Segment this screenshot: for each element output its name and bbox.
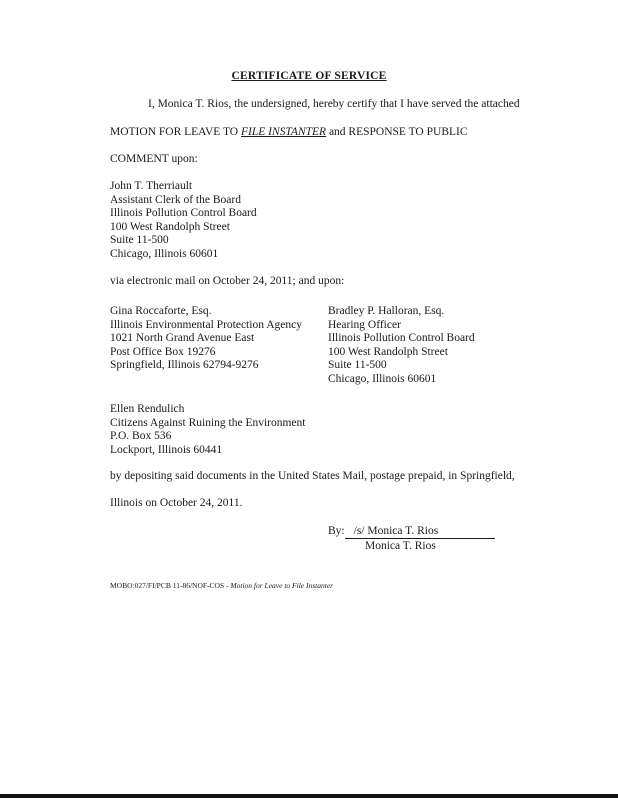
- motion-line: [110, 126, 468, 140]
- address-line: Springfield, Illinois 62794-9276: [110, 359, 259, 371]
- deposit-line: by depositing said documents in the United States Mail, postage prepaid, in Springfield,: [110, 470, 515, 482]
- signer-name: Monica T. Rios: [365, 540, 436, 552]
- motion-line-part1: MOTION FOR LEAVE TO: [110, 126, 241, 138]
- comment-line: COMMENT upon:: [110, 153, 198, 165]
- via-line: via electronic mail on October 24, 2011; and upon:: [110, 275, 345, 287]
- address-line: Hearing Officer: [328, 318, 401, 331]
- address-line: Suite 11-500: [328, 359, 387, 371]
- address-line: P.O. Box 536: [110, 430, 172, 442]
- address-line: Illinois Pollution Control Board: [328, 332, 475, 344]
- recipient-block-clerk: [110, 180, 257, 261]
- recipient-block-care: [110, 403, 305, 457]
- recipient-block-iepa: [110, 305, 302, 373]
- footer-code: MOBO:027/FI/PCB 11-86/NOF-COS -: [110, 581, 231, 590]
- by-label: By:: [328, 525, 345, 537]
- address-line: Lockport, Illinois 60441: [110, 443, 223, 456]
- recipient-block-hearing-officer: [328, 305, 475, 386]
- signature-rule: [345, 526, 495, 539]
- page-title: CERTIFICATE OF SERVICE: [231, 70, 387, 82]
- address-line: Illinois Environmental Protection Agency: [110, 318, 302, 331]
- address-line: Assistant Clerk of the Board: [110, 193, 241, 206]
- address-line: 1021 North Grand Avenue East: [110, 332, 255, 344]
- address-line: 100 West Randolph Street: [328, 345, 448, 358]
- address-line: Chicago, Illinois 60601: [328, 372, 437, 385]
- address-line: Gina Roccaforte, Esq.: [110, 305, 212, 317]
- address-line: Citizens Against Ruining the Environment: [110, 416, 306, 429]
- address-line: Bradley P. Halloran, Esq.: [328, 305, 445, 317]
- address-line: Chicago, Illinois 60601: [110, 247, 219, 260]
- motion-line-instanter: FILE INSTANTER: [240, 126, 327, 138]
- intro-line: I, Monica T. Rios, the undersigned, hereby certify that I have served the attached: [148, 98, 520, 110]
- signature-text: /s/ Monica T. Rios: [353, 525, 439, 537]
- address-line: John T. Therriault: [110, 180, 193, 192]
- motion-line-part3: and RESPONSE TO PUBLIC: [326, 126, 468, 138]
- address-line: Illinois Pollution Control Board: [110, 207, 257, 219]
- date-line: Illinois on October 24, 2011.: [110, 497, 243, 509]
- address-line: Post Office Box 19276: [110, 345, 216, 358]
- signature-line: [328, 525, 495, 539]
- page-bottom-edge: [0, 794, 618, 798]
- footer-description: Motion for Leave to File Instanter: [230, 581, 334, 590]
- address-line: 100 West Randolph Street: [110, 220, 230, 233]
- address-line: Ellen Rendulich: [110, 403, 185, 415]
- address-line: Suite 11-500: [110, 234, 169, 246]
- footer-reference: [110, 581, 333, 590]
